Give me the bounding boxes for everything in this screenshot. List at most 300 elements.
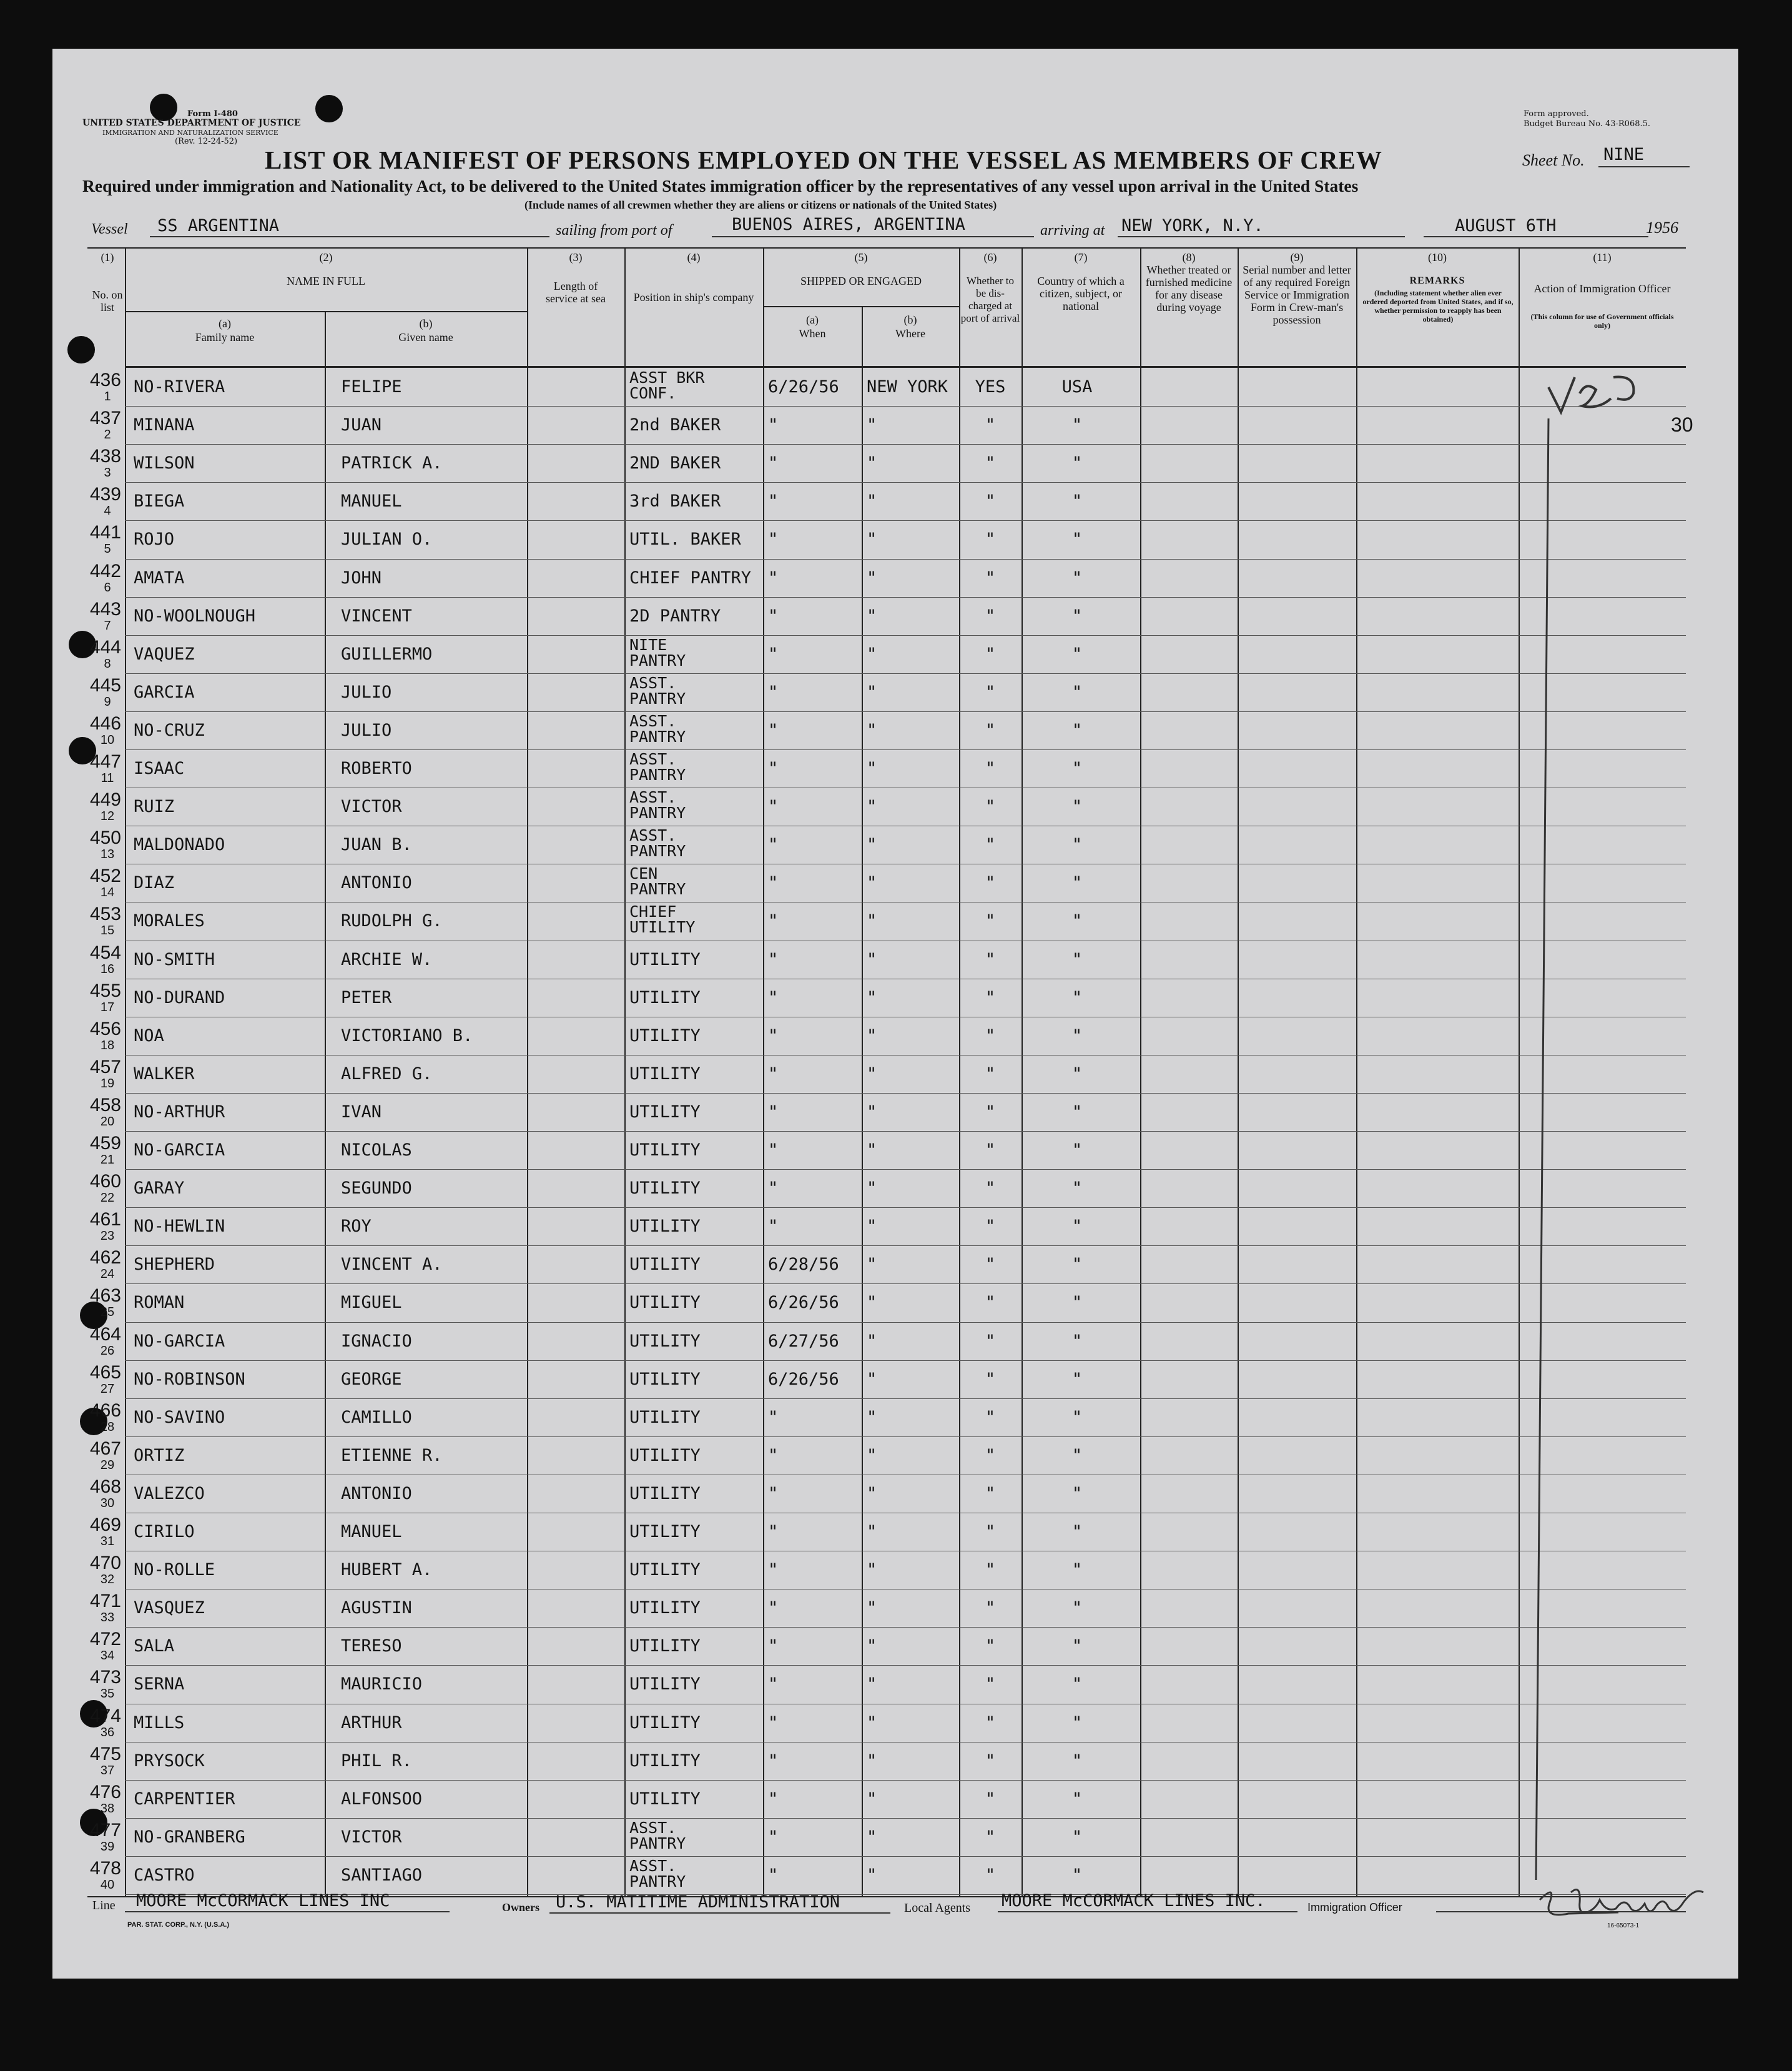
revision: (Rev. 12-24-52) <box>175 137 238 146</box>
discharged-cell: " <box>985 720 996 740</box>
shipped-when-cell: " <box>768 1751 779 1771</box>
row-rule <box>125 1436 1686 1437</box>
position-cell: UTILITY <box>629 1255 701 1275</box>
discharged-cell: " <box>985 1331 996 1351</box>
row-rule <box>125 1093 1686 1094</box>
shipped-where-cell: " <box>867 1522 877 1541</box>
shipped-when-cell: " <box>768 1865 779 1885</box>
country-cell: " <box>1071 1255 1083 1275</box>
country-cell: " <box>1071 1179 1083 1199</box>
shipped-when-cell: 6/26/56 <box>768 377 839 397</box>
handwritten-list-number: 455 <box>89 980 121 1001</box>
family-name-cell: MALDONADO <box>134 835 225 855</box>
shipped-where-cell: " <box>867 415 877 435</box>
shipped-when-cell: " <box>768 1102 779 1122</box>
position-cell: UTILITY <box>629 1064 701 1084</box>
position-cell: ASST. PANTRY <box>629 1818 686 1852</box>
shipped-when-cell: " <box>768 911 779 931</box>
position-cell: UTILITY <box>629 1026 701 1045</box>
family-name-cell: NO-SMITH <box>134 949 215 969</box>
row-number: 29 <box>100 1458 115 1472</box>
shipped-when-cell: " <box>768 606 779 626</box>
given-name-cell: JULIAN O. <box>341 530 433 550</box>
row-number: 25 <box>100 1305 115 1320</box>
col3-number: (3) <box>569 251 583 264</box>
country-cell: " <box>1071 835 1083 855</box>
family-name-cell: GARAY <box>134 1179 185 1199</box>
family-name-cell: WALKER <box>134 1064 195 1084</box>
discharged-cell: " <box>985 1598 996 1618</box>
country-cell: " <box>1071 606 1083 626</box>
printer-imprint: PAR. STAT. CORP., N.Y. (U.S.A.) <box>127 1921 229 1929</box>
discharged-cell: " <box>985 1636 996 1656</box>
vessel-label: Vessel <box>91 221 128 237</box>
margin-note: 30 <box>1671 413 1693 436</box>
shipped-where-cell: " <box>867 1865 877 1885</box>
row-rule <box>125 1322 1686 1323</box>
shipped-when-cell: " <box>768 797 779 817</box>
given-name-cell: MIGUEL <box>341 1293 402 1313</box>
given-name-cell: VINCENT <box>341 606 412 626</box>
handwritten-list-number: 473 <box>89 1667 121 1688</box>
given-name-cell: JOHN <box>341 568 382 588</box>
row-rule <box>125 711 1686 712</box>
family-name-cell: ROMAN <box>134 1293 185 1313</box>
row-number: 4 <box>104 504 111 518</box>
handwritten-list-number: 463 <box>89 1285 121 1307</box>
budget-bureau: Budget Bureau No. 43-R068.5. <box>1524 119 1651 129</box>
family-name-cell: ROJO <box>134 530 175 550</box>
family-name-cell: NO-ARTHUR <box>134 1102 225 1122</box>
handwritten-list-number: 456 <box>89 1018 121 1039</box>
family-name-cell: NO-SAVINO <box>134 1407 225 1427</box>
country-cell: " <box>1071 1293 1083 1313</box>
col6-header: Whether to be dis-charged at port of arrival <box>960 275 1020 324</box>
shipped-when-cell: " <box>768 453 779 473</box>
given-name-cell: IVAN <box>341 1102 382 1122</box>
country-cell: " <box>1071 759 1083 778</box>
family-name-cell: NOA <box>134 1026 164 1045</box>
given-name-cell: SANTIAGO <box>341 1865 423 1885</box>
given-name-cell: JULIO <box>341 682 392 702</box>
col5b-header: Where <box>895 327 925 340</box>
shipped-where-cell: " <box>867 949 877 969</box>
discharged-cell: " <box>985 1179 996 1199</box>
row-number: 33 <box>100 1611 115 1625</box>
family-name-cell: DIAZ <box>134 873 175 893</box>
owners-value: U.S. MATITIME ADMINISTRATION <box>556 1892 840 1912</box>
shipped-when-cell: " <box>768 759 779 778</box>
shipped-where-cell: " <box>867 1293 877 1313</box>
country-cell: " <box>1071 568 1083 588</box>
owners-label: Owners <box>502 1901 539 1914</box>
officer-signature <box>1531 1877 1725 1927</box>
col11-number: (11) <box>1593 251 1612 264</box>
family-name-cell: VAQUEZ <box>134 644 195 664</box>
row-number: 7 <box>104 618 111 633</box>
row-number: 18 <box>100 1038 115 1052</box>
given-name-cell: VINCENT A. <box>341 1255 443 1275</box>
service: IMMIGRATION AND NATURALIZATION SERVICE <box>102 129 278 137</box>
shipped-when-cell: " <box>768 1026 779 1045</box>
page-title: LIST OR MANIFEST OF PERSONS EMPLOYED ON THE VESSEL AS MEMBERS OF CREW <box>265 146 1382 174</box>
family-name-cell: NO-DURAND <box>134 987 225 1007</box>
family-name-cell: SERNA <box>134 1674 185 1694</box>
form-code: 16-65073-1 <box>1607 1922 1640 1929</box>
shipped-where-cell: " <box>867 835 877 855</box>
discharged-cell: " <box>985 1407 996 1427</box>
handwritten-list-number: 478 <box>89 1857 121 1879</box>
handwritten-list-number: 445 <box>89 675 121 696</box>
row-rule <box>125 559 1686 560</box>
shipped-where-cell: " <box>867 682 877 702</box>
given-name-cell: VICTOR <box>341 1827 402 1847</box>
discharged-cell: " <box>985 1827 996 1847</box>
position-cell: UTILITY <box>629 1407 701 1427</box>
row-number: 3 <box>104 466 111 480</box>
col2-header: NAME IN FULL <box>287 275 365 287</box>
row-number: 10 <box>100 733 115 747</box>
given-name-cell: ROBERTO <box>341 759 412 778</box>
handwritten-list-number: 460 <box>89 1171 121 1192</box>
position-cell: ASST. PANTRY <box>629 788 686 823</box>
given-name-cell: TERESO <box>341 1636 402 1656</box>
handwritten-list-number: 477 <box>89 1819 121 1841</box>
col9-number: (9) <box>1290 251 1304 264</box>
col2a-header: Family name <box>195 331 255 344</box>
given-name-cell: SEGUNDO <box>341 1179 412 1199</box>
shipped-where-cell: " <box>867 1255 877 1275</box>
country-cell: " <box>1071 1827 1083 1847</box>
given-name-cell: MANUEL <box>341 492 402 512</box>
given-name-cell: CAMILLO <box>341 1407 412 1427</box>
discharged-cell: " <box>985 1445 996 1465</box>
position-cell: CHIEF PANTRY <box>629 568 752 588</box>
row-number: 11 <box>101 771 114 785</box>
col1-number: (1) <box>101 251 114 264</box>
shipped-where-cell: " <box>867 1102 877 1122</box>
country-cell: " <box>1071 949 1083 969</box>
approved: Form approved. <box>1524 109 1589 119</box>
line-label: Line <box>92 1899 116 1912</box>
discharged-cell: " <box>985 1140 996 1160</box>
col2b-header: Given name <box>398 331 453 344</box>
family-name-cell: NO-ROLLE <box>134 1560 215 1580</box>
vessel-value: SS ARGENTINA <box>157 216 280 235</box>
country-cell: " <box>1071 1445 1083 1465</box>
col3-header: Length of service at sea <box>546 280 606 305</box>
shipped-where-cell: " <box>867 1369 877 1389</box>
row-number: 5 <box>104 542 111 556</box>
shipped-when-cell: " <box>768 1674 779 1694</box>
country-cell: " <box>1071 1560 1083 1580</box>
shipped-where-cell: " <box>867 568 877 588</box>
row-number: 13 <box>100 848 115 862</box>
given-name-cell: ALFONSOO <box>341 1789 423 1809</box>
position-cell: 2nd BAKER <box>629 415 721 435</box>
discharged-cell: " <box>985 835 996 855</box>
shipped-when-cell: " <box>768 682 779 702</box>
shipped-when-cell: " <box>768 1598 779 1618</box>
shipped-where-cell: " <box>867 1064 877 1084</box>
position-cell: UTILITY <box>629 1369 701 1389</box>
position-cell: UTILITY <box>629 1445 701 1465</box>
row-number: 8 <box>104 656 111 671</box>
position-cell: ASST. PANTRY <box>629 1856 686 1891</box>
given-name-cell: ANTONIO <box>341 1483 412 1503</box>
row-rule <box>125 1360 1686 1361</box>
row-number: 19 <box>100 1076 115 1090</box>
shipped-when-cell: " <box>768 1636 779 1656</box>
given-name-cell: ARTHUR <box>341 1713 402 1732</box>
row-rule <box>125 1283 1686 1284</box>
shipped-where-cell: " <box>867 797 877 817</box>
col4-number: (4) <box>687 251 701 264</box>
shipped-when-cell: " <box>768 873 779 893</box>
shipped-when-cell: " <box>768 1064 779 1084</box>
col4-header: Position in ship's company <box>633 291 754 304</box>
country-cell: " <box>1071 1598 1083 1618</box>
shipped-where-cell: " <box>867 453 877 473</box>
handwritten-list-number: 474 <box>89 1705 121 1726</box>
col11-note: (This column for use of Government officials only) <box>1530 312 1674 330</box>
shipped-where-cell: " <box>867 1598 877 1618</box>
family-name-cell: BIEGA <box>134 492 185 512</box>
row-rule <box>125 597 1686 598</box>
row-number: 38 <box>100 1801 115 1816</box>
given-name-cell: GEORGE <box>341 1369 402 1389</box>
col8-number: (8) <box>1182 251 1196 264</box>
shipped-when-cell: " <box>768 1713 779 1732</box>
family-name-cell: SALA <box>134 1636 175 1656</box>
shipped-where-cell: " <box>867 1827 877 1847</box>
family-name-cell: SHEPHERD <box>134 1255 215 1275</box>
position-cell: UTILITY <box>629 1179 701 1199</box>
row-rule <box>125 749 1686 750</box>
sailing-label: sailing from port of <box>556 222 672 239</box>
row-number: 37 <box>100 1763 115 1777</box>
country-cell: " <box>1071 911 1083 931</box>
date-value: AUGUST 6TH <box>1455 216 1557 235</box>
row-number: 17 <box>100 1000 115 1014</box>
handwritten-list-number: 471 <box>89 1591 121 1612</box>
col8-header: Whether treated or furnished medicine for any disease during voyage <box>1145 264 1233 314</box>
country-cell: " <box>1071 1522 1083 1541</box>
position-cell: UTILITY <box>629 987 701 1007</box>
officer-label: Immigration Officer <box>1307 1901 1402 1914</box>
row-number: 1 <box>104 390 111 403</box>
discharged-cell: " <box>985 797 996 817</box>
discharged-cell: " <box>985 949 996 969</box>
family-name-cell: MILLS <box>134 1713 185 1732</box>
given-name-cell: AGUSTIN <box>341 1598 412 1618</box>
shipped-where-cell: " <box>867 873 877 893</box>
country-cell: " <box>1071 1636 1083 1656</box>
department: UNITED STATES DEPARTMENT OF JUSTICE <box>82 118 301 128</box>
discharged-cell: " <box>985 1789 996 1809</box>
discharged-cell: " <box>985 1713 996 1732</box>
shipped-when-cell: " <box>768 949 779 969</box>
row-number: 40 <box>100 1877 115 1892</box>
position-cell: UTILITY <box>629 1102 701 1122</box>
position-cell: ASST. PANTRY <box>629 711 686 746</box>
handwritten-list-number: 444 <box>89 636 121 658</box>
position-cell: UTILITY <box>629 1789 701 1809</box>
family-name-cell: NO-ROBINSON <box>134 1369 245 1389</box>
given-name-cell: ARCHIE W. <box>341 949 433 969</box>
handwritten-list-number: 454 <box>89 942 121 963</box>
shipped-when-cell: " <box>768 644 779 664</box>
punch-hole <box>67 336 95 363</box>
position-cell: UTILITY <box>629 1674 701 1694</box>
shipped-where-cell: " <box>867 1026 877 1045</box>
given-name-cell: HUBERT A. <box>341 1560 433 1580</box>
handwritten-list-number: 447 <box>89 751 121 772</box>
country-cell: " <box>1071 797 1083 817</box>
row-number: 6 <box>104 580 111 595</box>
handwritten-list-number: 441 <box>89 522 121 543</box>
family-name-cell: AMATA <box>134 568 185 588</box>
position-cell: ASST. PANTRY <box>629 826 686 861</box>
family-name-cell: NO-CRUZ <box>134 720 205 740</box>
given-name-cell: MANUEL <box>341 1522 402 1541</box>
handwritten-list-number: 450 <box>89 828 121 849</box>
handwritten-list-number: 442 <box>89 560 121 581</box>
discharged-cell: " <box>985 606 996 626</box>
col7-number: (7) <box>1074 251 1088 264</box>
country-cell: " <box>1071 1217 1083 1237</box>
discharged-cell: " <box>985 1217 996 1237</box>
family-name-cell: NO-GARCIA <box>134 1331 225 1351</box>
discharged-cell: " <box>985 1369 996 1389</box>
handwritten-list-number: 475 <box>89 1743 121 1764</box>
row-number: 35 <box>100 1687 115 1701</box>
shipped-where-cell: " <box>867 492 877 512</box>
discharged-cell: " <box>985 1102 996 1122</box>
row-number: 39 <box>100 1839 115 1854</box>
handwritten-list-number: 438 <box>89 446 121 467</box>
shipped-where-cell: " <box>867 1331 877 1351</box>
row-number: 12 <box>100 809 115 824</box>
row-rule <box>125 673 1686 674</box>
shipped-when-cell: 6/26/56 <box>768 1369 839 1389</box>
row-rule <box>125 1856 1686 1857</box>
shipped-when-cell: " <box>768 987 779 1007</box>
given-name-cell: JUAN B. <box>341 835 412 855</box>
discharged-cell: " <box>985 1026 996 1045</box>
country-cell: " <box>1071 682 1083 702</box>
shipped-where-cell: " <box>867 759 877 778</box>
discharged-cell: " <box>985 873 996 893</box>
form-number: Form I-480 <box>187 109 238 119</box>
required-statement: Required under immigration and Nationality Act, to be delivered to the United States immigration officer by the representatives of any vessel upon arrival in the United States <box>82 176 1359 195</box>
arriving-value: NEW YORK, N.Y. <box>1121 216 1264 235</box>
handwritten-list-number: 467 <box>89 1438 121 1459</box>
row-number: 32 <box>100 1573 115 1587</box>
row-rule <box>125 1207 1686 1208</box>
given-name-cell: ANTONIO <box>341 873 412 893</box>
officer-line <box>1517 418 1567 1886</box>
row-rule <box>125 1818 1686 1819</box>
position-cell: UTILITY <box>629 1751 701 1771</box>
col5a-number: (a) <box>806 314 819 326</box>
given-name-cell: PHIL R. <box>341 1751 412 1771</box>
given-name-cell: IGNACIO <box>341 1331 412 1351</box>
shipped-when-cell: " <box>768 1483 779 1503</box>
handwritten-list-number: 469 <box>89 1515 121 1535</box>
family-name-cell: ISAAC <box>134 759 185 778</box>
row-number: 16 <box>100 962 115 976</box>
family-name-cell: VALEZCO <box>134 1483 205 1503</box>
shipped-when-cell: " <box>768 1407 779 1427</box>
row-rule <box>125 1665 1686 1666</box>
family-name-cell: MORALES <box>134 911 205 931</box>
position-cell: ASST. PANTRY <box>629 673 686 708</box>
year-value: 1956 <box>1646 219 1678 237</box>
given-name-cell: ALFRED G. <box>341 1064 433 1084</box>
row-rule <box>125 1780 1686 1781</box>
country-cell: " <box>1071 492 1083 512</box>
family-name-cell: RUIZ <box>134 797 175 817</box>
shipped-when-cell: " <box>768 1445 779 1465</box>
discharged-cell: " <box>985 911 996 931</box>
shipped-where-cell: " <box>867 1445 877 1465</box>
country-cell: " <box>1071 530 1083 550</box>
country-cell: " <box>1071 1102 1083 1122</box>
shipped-when-cell: " <box>768 1217 779 1237</box>
row-number: 27 <box>100 1381 115 1396</box>
row-rule <box>125 482 1686 483</box>
handwritten-list-number: 468 <box>89 1476 121 1497</box>
col10-number: (10) <box>1428 251 1447 264</box>
handwritten-list-number: 462 <box>89 1247 121 1268</box>
position-cell: UTILITY <box>629 1598 701 1618</box>
handwritten-list-number: 476 <box>89 1781 121 1802</box>
shipped-when-cell: " <box>768 568 779 588</box>
agents-value: MOORE McCORMACK LINES INC. <box>1002 1891 1266 1910</box>
given-name-cell: PATRICK A. <box>341 453 443 473</box>
family-name-cell: NO-GARCIA <box>134 1140 225 1160</box>
row-number: 36 <box>100 1725 115 1739</box>
family-name-cell: NO-WOOLNOUGH <box>134 606 256 626</box>
agents-label: Local Agents <box>904 1901 971 1915</box>
family-name-cell: CARPENTIER <box>134 1789 235 1809</box>
position-cell: UTILITY <box>629 949 701 969</box>
family-name-cell: GARCIA <box>134 682 195 702</box>
position-cell: UTILITY <box>629 1483 701 1503</box>
row-number: 20 <box>100 1114 115 1129</box>
handwritten-list-number: 437 <box>89 408 121 429</box>
given-name-cell: NICOLAS <box>341 1140 412 1160</box>
shipped-where-cell: " <box>867 530 877 550</box>
country-cell: USA <box>1061 377 1093 397</box>
shipped-where-cell: " <box>867 1407 877 1427</box>
row-rule <box>125 1398 1686 1399</box>
shipped-when-cell: " <box>768 835 779 855</box>
row-number: 30 <box>100 1496 115 1510</box>
row-rule <box>125 444 1686 445</box>
col11-header: Action of Immigration Officer <box>1534 282 1671 295</box>
arriving-label: arriving at <box>1040 222 1105 239</box>
position-cell: 3rd BAKER <box>629 492 721 512</box>
col10-header: REMARKS <box>1409 275 1465 286</box>
col2a-number: (a) <box>219 317 231 330</box>
row-rule <box>125 1627 1686 1628</box>
shipped-where-cell: " <box>867 606 877 626</box>
discharged-cell: " <box>985 415 996 435</box>
handwritten-list-number: 465 <box>89 1362 121 1383</box>
row-rule <box>125 1131 1686 1132</box>
